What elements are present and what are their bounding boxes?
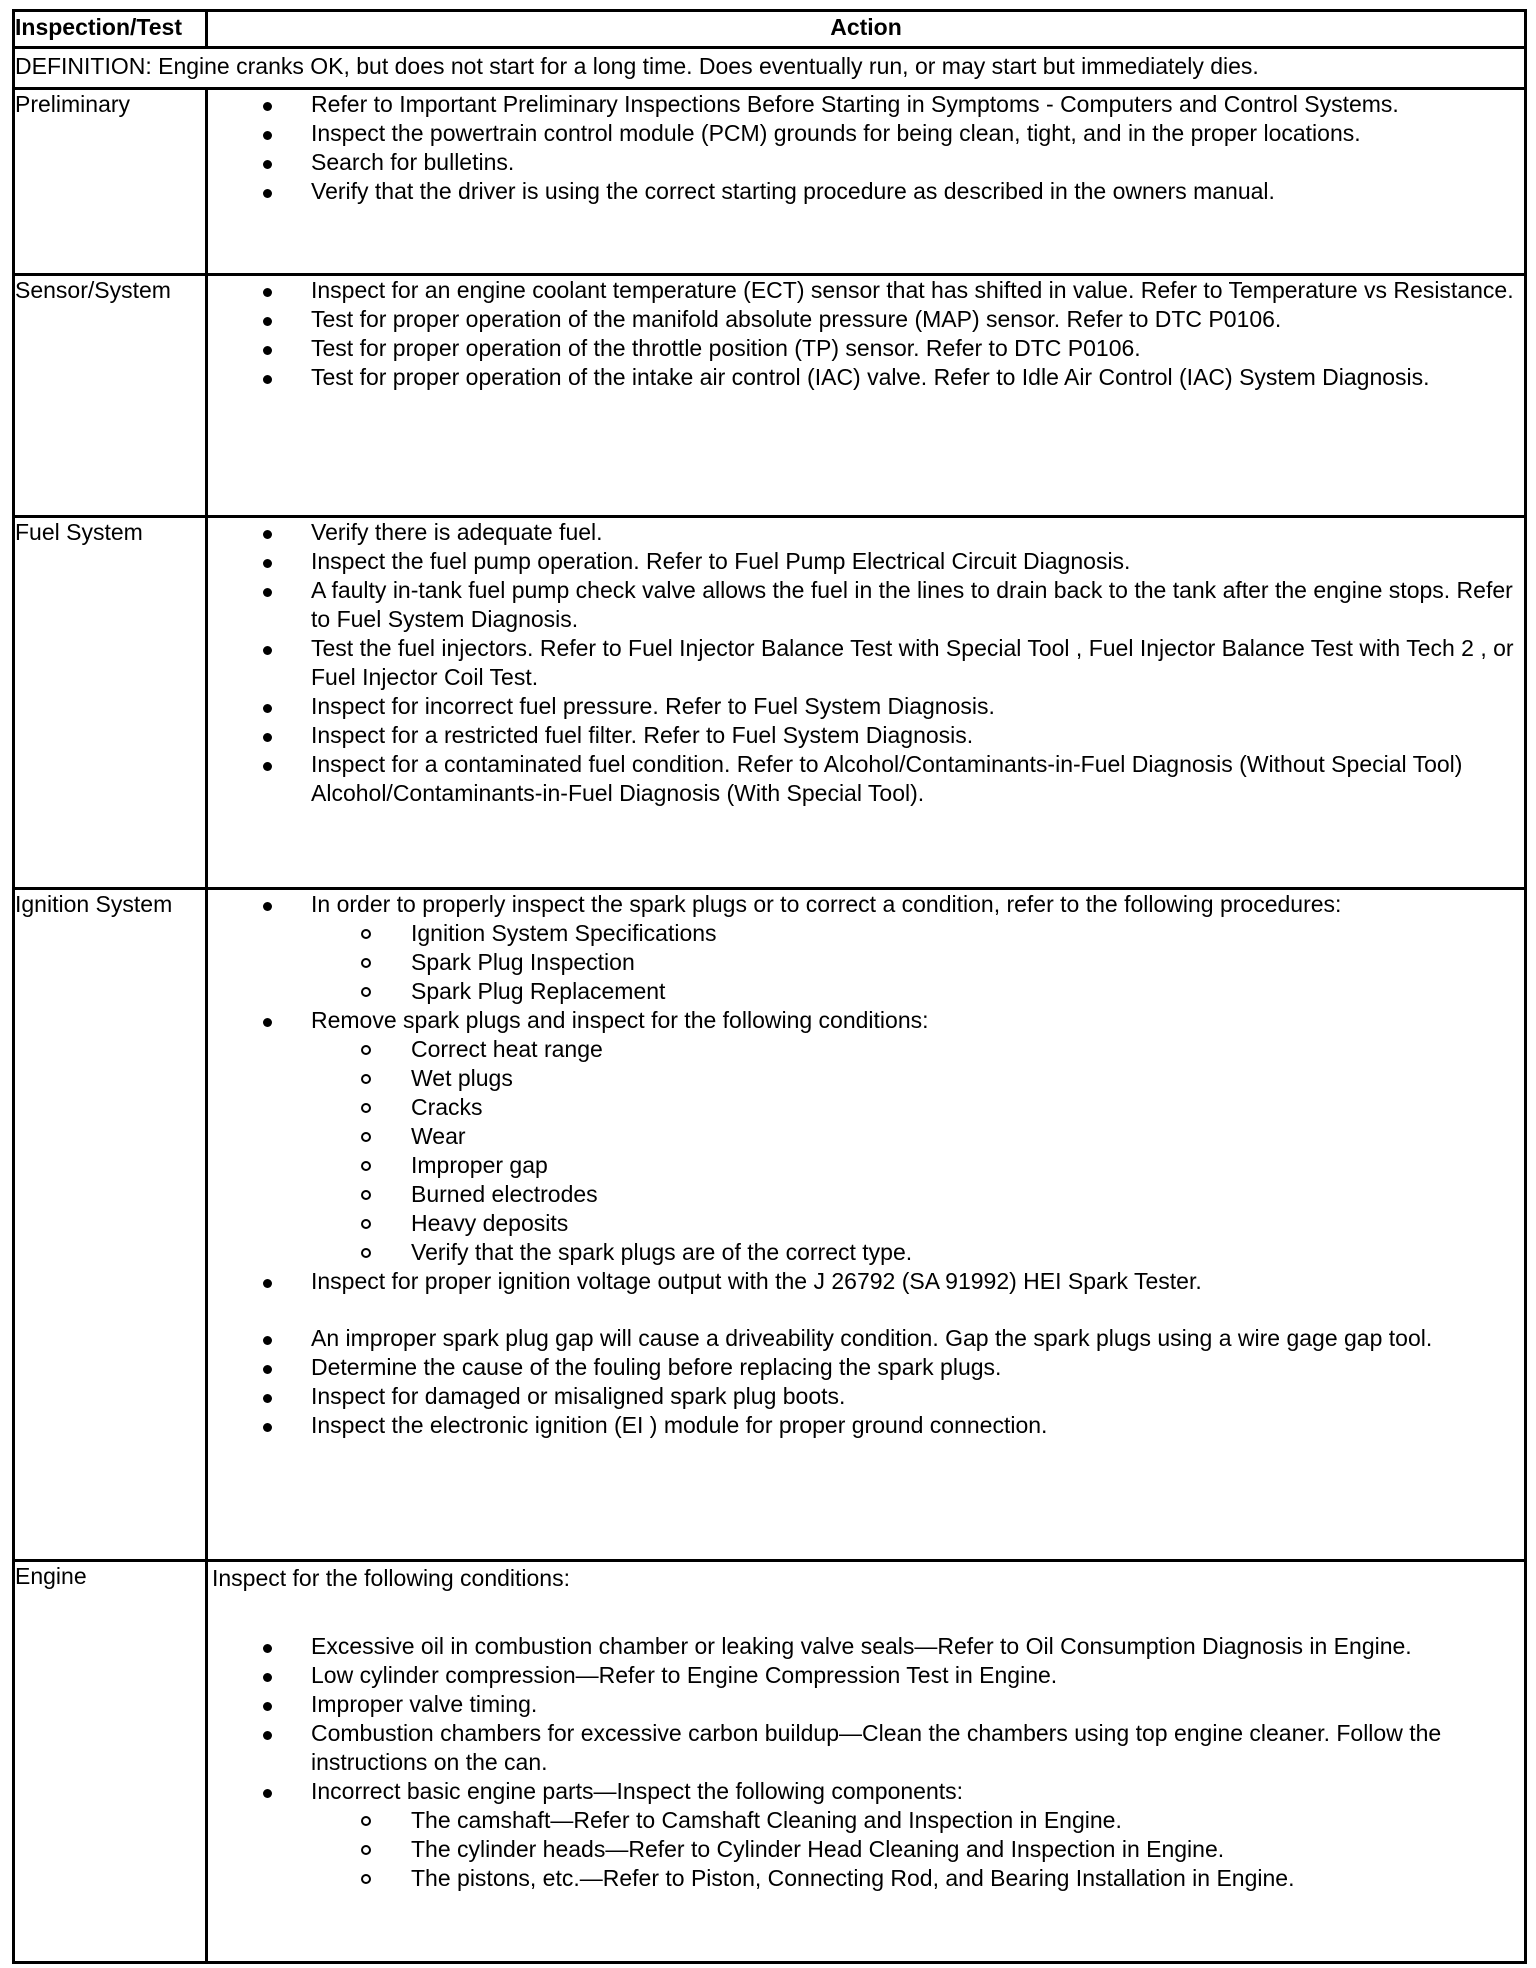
item-text: Low cylinder compression—Refer to Engine Compression Test in Engine. bbox=[311, 1662, 1058, 1688]
item-text: Inspect the powertrain control module (PCM) grounds for being clean, tight, and in the proper locations. bbox=[311, 120, 1361, 146]
list-item bbox=[208, 1324, 1524, 1353]
sub-item-text: Wear bbox=[411, 1123, 466, 1149]
row-actions-sensor-system bbox=[207, 275, 1526, 517]
definition-text: DEFINITION: Engine cranks OK, but does not start for a long time. Does eventually run, or may start but immediately dies. bbox=[14, 48, 1526, 89]
circle-bullet-icon bbox=[361, 1219, 371, 1229]
spacer bbox=[208, 1592, 1524, 1632]
bullet-icon bbox=[263, 1336, 272, 1345]
header-action: Action bbox=[207, 11, 1526, 48]
spacer bbox=[208, 1296, 1524, 1324]
circle-bullet-icon bbox=[361, 1132, 371, 1142]
table-row bbox=[14, 517, 1526, 889]
sub-item-text: Spark Plug Replacement bbox=[411, 978, 666, 1004]
circle-bullet-icon bbox=[361, 1845, 371, 1855]
item-text: Improper valve timing. bbox=[311, 1691, 538, 1717]
list-item bbox=[208, 634, 1524, 692]
item-text: Search for bulletins. bbox=[311, 149, 515, 175]
circle-bullet-icon bbox=[361, 929, 371, 939]
list-item bbox=[208, 1719, 1524, 1777]
list-item bbox=[208, 90, 1524, 119]
item-text: Remove spark plugs and inspect for the following conditions: bbox=[311, 1007, 929, 1033]
bullet-icon bbox=[263, 1365, 272, 1374]
sub-item-text: Verify that the spark plugs are of the correct type. bbox=[411, 1239, 913, 1265]
item-text: Incorrect basic engine parts—Inspect the following components: bbox=[311, 1778, 964, 1804]
item-text: Inspect for proper ignition voltage output with the J 26792 (SA 91992) HEI Spark Tester. bbox=[311, 1268, 1202, 1294]
item-text: Inspect the fuel pump operation. Refer to Fuel Pump Electrical Circuit Diagnosis. bbox=[311, 548, 1131, 574]
list-item bbox=[208, 1690, 1524, 1719]
header-inspection-test: Inspection/Test bbox=[14, 11, 207, 48]
item-text: Test for proper operation of the intake air control (IAC) valve. Refer to Idle Air Control (IAC) System Diagnosis. bbox=[311, 364, 1430, 390]
row-actions-engine bbox=[207, 1561, 1526, 1963]
list-item bbox=[208, 1006, 1524, 1267]
circle-bullet-icon bbox=[361, 1161, 371, 1171]
list-item bbox=[208, 148, 1524, 177]
circle-bullet-icon bbox=[361, 958, 371, 968]
bullet-icon bbox=[263, 160, 272, 169]
list-item bbox=[208, 890, 1524, 1006]
sub-list-item bbox=[208, 1122, 1524, 1151]
sub-item-text: Heavy deposits bbox=[411, 1210, 569, 1236]
sub-list-item bbox=[208, 1151, 1524, 1180]
item-text: Test the fuel injectors. Refer to Fuel Injector Balance Test with Special Tool , Fuel Injector Balance Test with Tech 2 , or Fuel Injector Coil Test. bbox=[311, 635, 1514, 690]
sub-list-item bbox=[208, 1806, 1524, 1835]
bullet-icon bbox=[263, 1394, 272, 1403]
list-item bbox=[208, 1632, 1524, 1661]
item-text: Refer to Important Preliminary Inspections Before Starting in Symptoms - Computers and Control Systems. bbox=[311, 91, 1399, 117]
item-text: In order to properly inspect the spark plugs or to correct a condition, refer to the following procedures: bbox=[311, 891, 1342, 917]
bullet-icon bbox=[263, 131, 272, 140]
sub-item-text: Spark Plug Inspection bbox=[411, 949, 635, 975]
bullet-icon bbox=[263, 1702, 272, 1711]
sub-list-item bbox=[208, 1093, 1524, 1122]
engine-intro-text: Inspect for the following conditions: bbox=[212, 1565, 570, 1591]
table-row bbox=[14, 1561, 1526, 1963]
sub-item-text: Cracks bbox=[411, 1094, 483, 1120]
item-text: An improper spark plug gap will cause a driveability condition. Gap the spark plugs using a wire gage gap tool. bbox=[311, 1325, 1433, 1351]
list-item bbox=[208, 276, 1524, 305]
row-label-preliminary: Preliminary bbox=[14, 89, 207, 275]
item-text: Verify there is adequate fuel. bbox=[311, 519, 603, 545]
circle-bullet-icon bbox=[361, 1103, 371, 1113]
list-item bbox=[208, 1267, 1524, 1296]
sub-item-text: Correct heat range bbox=[411, 1036, 603, 1062]
bullet-icon bbox=[263, 1644, 272, 1653]
bullet-icon bbox=[263, 189, 272, 198]
list-item bbox=[208, 518, 1524, 547]
sub-list-item bbox=[208, 919, 1524, 948]
sub-list-item bbox=[208, 948, 1524, 977]
item-text: Inspect for incorrect fuel pressure. Refer to Fuel System Diagnosis. bbox=[311, 693, 995, 719]
bullet-icon bbox=[263, 1279, 272, 1288]
table-row bbox=[14, 89, 1526, 275]
row-label-engine: Engine bbox=[14, 1561, 207, 1963]
sub-list-item bbox=[208, 1209, 1524, 1238]
table-row bbox=[14, 889, 1526, 1561]
diagnostic-table bbox=[12, 9, 1527, 1964]
sub-item-text: Wet plugs bbox=[411, 1065, 513, 1091]
list-item bbox=[208, 334, 1524, 363]
circle-bullet-icon bbox=[361, 1248, 371, 1258]
bullet-icon bbox=[263, 1423, 272, 1432]
sub-item-text: The camshaft—Refer to Camshaft Cleaning and Inspection in Engine. bbox=[411, 1807, 1122, 1833]
bullet-icon bbox=[263, 1731, 272, 1740]
bullet-icon bbox=[263, 1673, 272, 1682]
bullet-icon bbox=[263, 902, 272, 911]
circle-bullet-icon bbox=[361, 1074, 371, 1084]
list-item bbox=[208, 750, 1524, 808]
bullet-icon bbox=[263, 1789, 272, 1798]
sub-item-text: Ignition System Specifications bbox=[411, 920, 717, 946]
sub-item-text: The pistons, etc.—Refer to Piston, Connecting Rod, and Bearing Installation in Engine. bbox=[411, 1865, 1295, 1891]
bullet-icon bbox=[263, 733, 272, 742]
sub-list-item bbox=[208, 1064, 1524, 1093]
sub-list-item bbox=[208, 1835, 1524, 1864]
item-text: Inspect for an engine coolant temperature (ECT) sensor that has shifted in value. Refer to Temperature vs Resistance. bbox=[311, 277, 1514, 303]
item-text: Inspect for a contaminated fuel condition. Refer to Alcohol/Contaminants-in-Fuel Diagnosis (Without Special Tool) Alcohol/Contaminants-in-Fuel Diagnosis (With Special Tool). bbox=[311, 751, 1463, 806]
sub-list-item bbox=[208, 1180, 1524, 1209]
row-actions-ignition-system bbox=[207, 889, 1526, 1561]
item-text: Combustion chambers for excessive carbon buildup—Clean the chambers using top engine cleaner. Follow the instructions on the can. bbox=[311, 1720, 1442, 1775]
sub-list-item bbox=[208, 1238, 1524, 1267]
list-item bbox=[208, 1411, 1524, 1440]
list-item bbox=[208, 721, 1524, 750]
item-text: Inspect for a restricted fuel filter. Refer to Fuel System Diagnosis. bbox=[311, 722, 974, 748]
circle-bullet-icon bbox=[361, 1045, 371, 1055]
sub-item-text: Burned electrodes bbox=[411, 1181, 598, 1207]
bullet-icon bbox=[263, 559, 272, 568]
sub-item-text: The cylinder heads—Refer to Cylinder Head Cleaning and Inspection in Engine. bbox=[411, 1836, 1225, 1862]
list-item bbox=[208, 547, 1524, 576]
item-text: A faulty in-tank fuel pump check valve allows the fuel in the lines to drain back to the tank after the engine stops. Refer to Fuel System Diagnosis. bbox=[311, 577, 1513, 632]
row-label-sensor-system: Sensor/System bbox=[14, 275, 207, 517]
item-text: Inspect the electronic ignition (EI ) module for proper ground connection. bbox=[311, 1412, 1048, 1438]
bullet-icon bbox=[263, 704, 272, 713]
list-item bbox=[208, 576, 1524, 634]
row-label-fuel-system: Fuel System bbox=[14, 517, 207, 889]
list-item bbox=[208, 1353, 1524, 1382]
bullet-icon bbox=[263, 375, 272, 384]
list-item bbox=[208, 1661, 1524, 1690]
circle-bullet-icon bbox=[361, 1190, 371, 1200]
bullet-icon bbox=[263, 762, 272, 771]
list-item bbox=[208, 363, 1524, 392]
item-text: Test for proper operation of the throttle position (TP) sensor. Refer to DTC P0106. bbox=[311, 335, 1141, 361]
sub-list-item bbox=[208, 1035, 1524, 1064]
item-text: Test for proper operation of the manifold absolute pressure (MAP) sensor. Refer to DTC P0106. bbox=[311, 306, 1282, 332]
item-text: Inspect for damaged or misaligned spark plug boots. bbox=[311, 1383, 846, 1409]
sub-list-item bbox=[208, 977, 1524, 1006]
table-row bbox=[14, 275, 1526, 517]
sub-list-item bbox=[208, 1864, 1524, 1893]
circle-bullet-icon bbox=[361, 987, 371, 997]
bullet-icon bbox=[263, 1018, 272, 1027]
bullet-icon bbox=[263, 288, 272, 297]
bullet-icon bbox=[263, 102, 272, 111]
row-label-ignition-system: Ignition System bbox=[14, 889, 207, 1561]
row-actions-preliminary bbox=[207, 89, 1526, 275]
bullet-icon bbox=[263, 530, 272, 539]
item-text: Determine the cause of the fouling before replacing the spark plugs. bbox=[311, 1354, 1002, 1380]
circle-bullet-icon bbox=[361, 1816, 371, 1826]
bullet-icon bbox=[263, 588, 272, 597]
bullet-icon bbox=[263, 346, 272, 355]
bullet-icon bbox=[263, 317, 272, 326]
bullet-icon bbox=[263, 646, 272, 655]
item-text: Excessive oil in combustion chamber or leaking valve seals—Refer to Oil Consumption Diagnosis in Engine. bbox=[311, 1633, 1412, 1659]
list-item bbox=[208, 1382, 1524, 1411]
table-header-row bbox=[14, 11, 1526, 48]
item-text: Verify that the driver is using the correct starting procedure as described in the owners manual. bbox=[311, 178, 1275, 204]
list-item bbox=[208, 1777, 1524, 1893]
sub-item-text: Improper gap bbox=[411, 1152, 548, 1178]
definition-row bbox=[14, 48, 1526, 89]
list-item bbox=[208, 692, 1524, 721]
list-item bbox=[208, 119, 1524, 148]
list-item bbox=[208, 305, 1524, 334]
circle-bullet-icon bbox=[361, 1874, 371, 1884]
row-actions-fuel-system bbox=[207, 517, 1526, 889]
list-item bbox=[208, 177, 1524, 206]
